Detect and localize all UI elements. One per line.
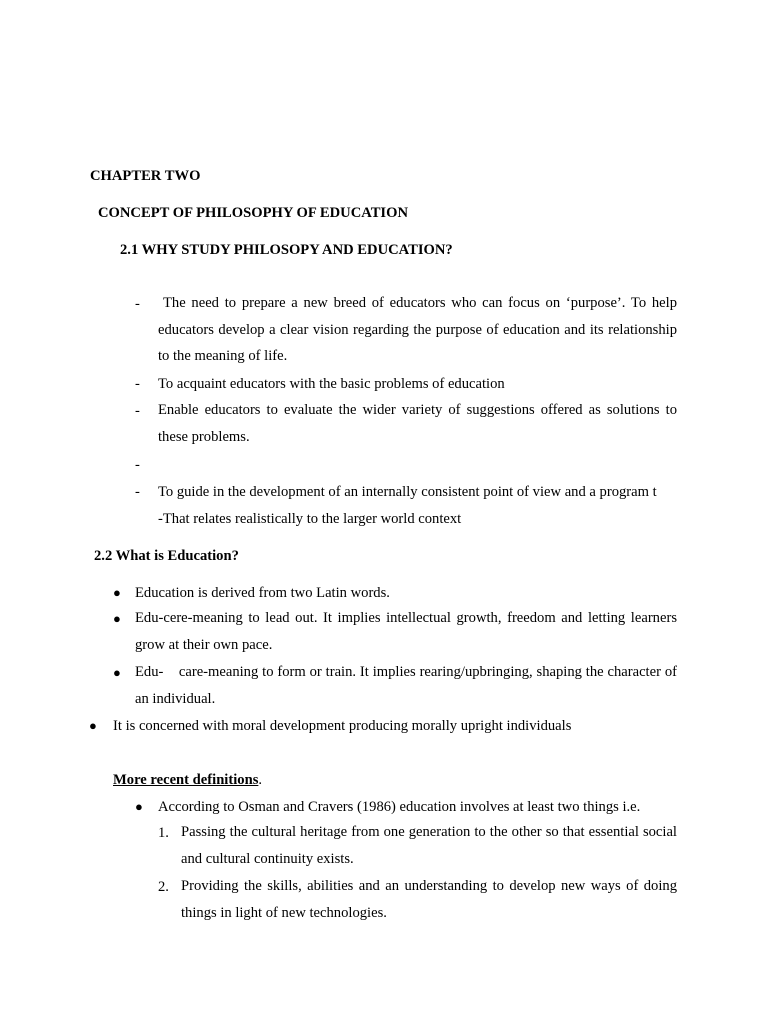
list-item-continuation: -That relates realistically to the larger world context bbox=[158, 511, 462, 527]
heading-suffix: . bbox=[258, 772, 263, 788]
bullet-icon: ● bbox=[89, 718, 97, 733]
list-item: Education is derived from two Latin words. bbox=[135, 585, 390, 601]
dash-marker: - bbox=[135, 296, 140, 312]
recent-definitions-title: More recent definitions bbox=[113, 772, 259, 788]
numbered-item: Providing the skills, abilities and an understanding to develop new ways of doing things in light of new technologies. bbox=[181, 878, 677, 921]
chapter-title: CHAPTER TWO bbox=[90, 168, 201, 184]
list-item: According to Osman and Cravers (1986) education involves at least two things i.e. bbox=[158, 799, 641, 815]
section-2-2-heading: 2.2 What is Education? bbox=[94, 548, 239, 564]
dash-marker: - bbox=[135, 484, 140, 500]
concept-title: CONCEPT OF PHILOSOPHY OF EDUCATION bbox=[98, 205, 409, 221]
list-number: 1. bbox=[158, 825, 169, 841]
bullet-icon: ● bbox=[113, 665, 121, 680]
list-item: Enable educators to evaluate the wider variety of suggestions offered as solutions to these problems. bbox=[158, 402, 677, 445]
bullet-icon: ● bbox=[113, 585, 121, 600]
dash-marker: - bbox=[135, 403, 140, 419]
list-number: 2. bbox=[158, 879, 169, 895]
bullet-icon: ● bbox=[135, 799, 143, 814]
recent-definitions-heading bbox=[113, 771, 262, 789]
bullet-icon: ● bbox=[113, 611, 121, 626]
section-2-1-heading: 2.1 WHY STUDY PHILOSOPY AND EDUCATION? bbox=[120, 242, 453, 258]
list-item: To acquaint educators with the basic problems of education bbox=[158, 376, 505, 392]
numbered-item: Passing the cultural heritage from one generation to the other so that essential social and cultural continuity exists. bbox=[181, 824, 677, 867]
list-item: Edu- care-meaning to form or train. It implies rearing/upbringing, shaping the character of an individual. bbox=[135, 664, 681, 707]
dash-marker: - bbox=[135, 457, 140, 473]
list-item: To guide in the development of an internally consistent point of view and a program t bbox=[158, 484, 657, 500]
list-item: The need to prepare a new breed of educators who can focus on ‘purpose’. To help educators develop a clear vision regarding the purpose of education and its relationship to the meaning of life. bbox=[158, 295, 677, 365]
list-item: It is concerned with moral development producing morally upright individuals bbox=[113, 718, 572, 734]
list-item: Edu-cere-meaning to lead out. It implies intellectual growth, freedom and letting learners grow at their own pace. bbox=[135, 610, 677, 653]
dash-marker: - bbox=[135, 376, 140, 392]
